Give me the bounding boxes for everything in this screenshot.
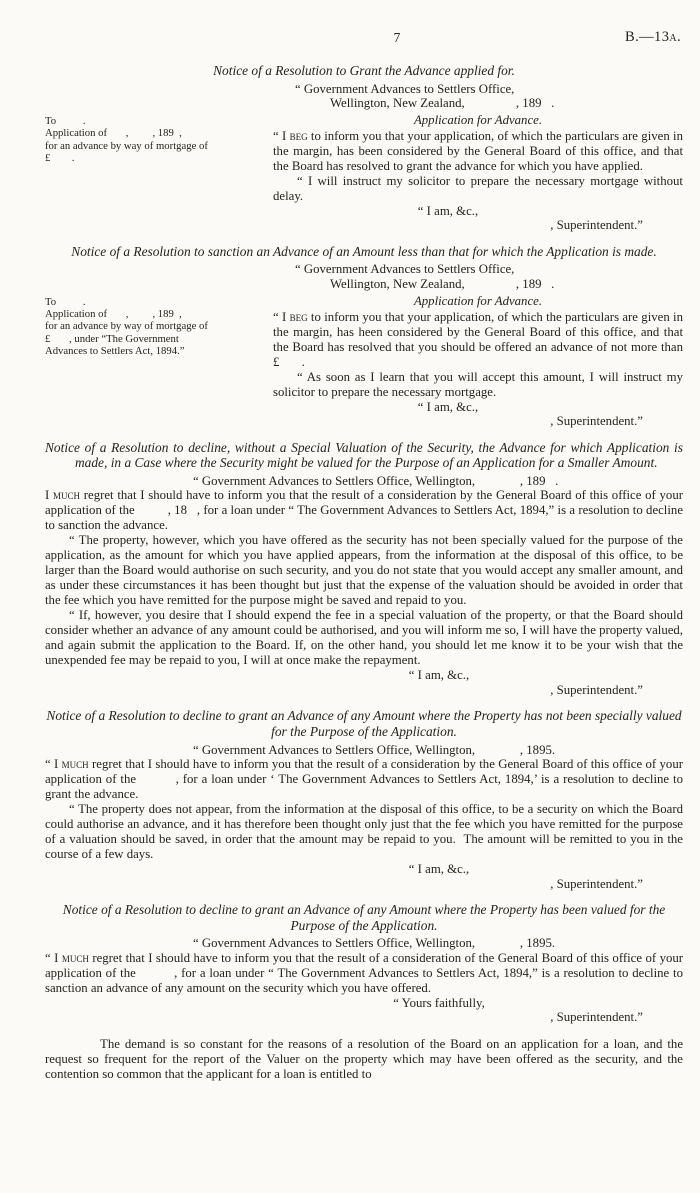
signature-line: , Superintendent.”: [550, 682, 643, 697]
notice-paragraph: [273, 129, 683, 174]
smallcaps-word: much: [53, 488, 81, 503]
paragraph-text: regret that I should have to inform you that the result of a consideration of the General Board of this office of your application of the , for a loan under “ The Government Advances to Settlers Act, 1894,” is a resolution to decline to sanction an advance of any amount on the security which you have offered.: [45, 950, 684, 995]
signoff-line: “ I am, &c.,: [417, 203, 479, 218]
notice-paragraph: [45, 951, 683, 996]
notice-grant-advance: [45, 63, 683, 233]
paragraph-open: I: [45, 488, 50, 503]
doc-ref-dot: .: [676, 29, 681, 45]
notice-paragraph: “ The property, however, which you have offered as the security has not been specially valued for the purpose of the application, as the amount for which you have applied appears, from the information at the disposal of this office, to be larger than the Board would authorise on such security, and you do not state that you would accept any smaller amount, and as under these circumstances it has been thought but just that the expense of the valuation should be avoided in order that the fee which you have remitted for the purpose might be saved and repaid to you.: [45, 533, 683, 608]
margin-line: To .: [45, 295, 86, 308]
notice-heading: Notice of a Resolution to Grant the Advance applied for.: [213, 63, 515, 78]
paragraph-open: “ I: [45, 950, 59, 965]
address-line: “ Government Advances to Settlers Office, Wellington, , 189 .: [193, 473, 559, 488]
doc-ref-small-cap: a: [669, 29, 677, 45]
smallcaps-word: beg: [289, 128, 308, 143]
notice-columns: [45, 294, 683, 429]
notice-decline-property-valued: [45, 902, 683, 1025]
notice-heading: Notice of a Resolution to decline to grant an Advance of any Amount where the Property has been valued for the Purpose of the Application.: [62, 902, 666, 933]
margin-line: Application of , , 189 ,: [45, 307, 182, 320]
notice-heading: Notice of a Resolution to decline to grant an Advance of any Amount where the Property has not been specially valued for the Purpose of the Application.: [46, 708, 682, 739]
address-line: “ Government Advances to Settlers Office,: [295, 262, 515, 277]
notice-body: [273, 294, 683, 429]
address-line: Wellington, New Zealand, , 189 .: [330, 96, 555, 111]
paragraph-open: “ I: [273, 128, 287, 143]
notice-subheading: Application for Advance.: [413, 293, 543, 308]
paragraph-text: to inform you that your application, of which the particulars are given in the margin, has heen considered by the General Board of this office, and that the Board has resolved that you should be offered an advance of not more than £ .: [273, 309, 684, 369]
notice-columns: [45, 113, 683, 233]
address-line: Wellington, New Zealand, , 189 .: [330, 276, 555, 291]
doc-ref-main: B.—13: [625, 29, 670, 45]
smallcaps-word: beg: [289, 309, 308, 324]
margin-line: for an advance by way of mortgage of: [45, 320, 208, 333]
notice-decline-without-valuation: [45, 440, 683, 698]
signature-line: , Superintendent.”: [550, 1010, 643, 1025]
signoff-line: “ I am, &c.,: [408, 668, 470, 683]
margin-line: Application of , , 189 ,: [45, 127, 182, 140]
notice-paragraph: “ The property does not appear, from the information at the disposal of this office, to be a security on which the Board could authorise an advance, and it has therefore been thought only just that the fee which you have remitted for the purpose of a valuation should be saved, in order that the amount may be repaid to you. The amount will be remitted to you in the course of a few days.: [45, 802, 683, 862]
signature-line: , Superintendent.”: [550, 876, 643, 891]
margin-line: Advances to Settlers Act, 1894.”: [45, 345, 185, 358]
notice-paragraph: “ I will instruct my solicitor to prepare the necessary mortgage without delay.: [273, 173, 683, 203]
signature-line: , Superintendent.”: [550, 218, 643, 233]
paragraph-text: regret that I should have to inform you that the result of a consideration by the General Board of this office of your application of the , for a loan under ‘ The Government Advances to Settlers Act, 1894,’ is a resolution to decline to grant the advance.: [45, 757, 683, 802]
doc-ref: [625, 30, 681, 45]
notice-decline-not-specially-valued: [45, 708, 683, 891]
margin-line: To .: [45, 114, 86, 127]
address-line: “ Government Advances to Settlers Office, Wellington, , 1895.: [193, 936, 556, 951]
margin-note: [45, 113, 273, 233]
notice-paragraph: “ If, however, you desire that I should expend the fee in a special valuation of the property, or that the Board should consider whether an advance of any amount could be authorised, and you will inform me so, I will have the property valued, and again submit the application to the Board. If, on the other hand, you should let me know it to be your wish that the unexpended fee may be repaid to you, I will at once make the repayment.: [45, 608, 683, 668]
notice-paragraph: “ As soon as I learn that you will accept this amount, I will instruct my solicitor to prepare the necessary mortgage.: [273, 369, 683, 399]
paragraph-open: “ I: [45, 757, 59, 772]
page-header: [45, 30, 683, 48]
notice-paragraph: [45, 488, 683, 533]
notice-paragraph: [273, 310, 683, 370]
signoff-line: “ I am, &c.,: [408, 862, 470, 877]
closing-paragraph: The demand is so constant for the reasons of a resolution of the Board on an application for a loan, and the request so frequent for the report of the Valuer on the property which may have been offered as the security, and the contention so common that the applicant for a loan is entitled to: [45, 1036, 683, 1081]
notice-subheading: Application for Advance.: [413, 112, 543, 127]
notice-heading: Notice of a Resolution to decline, without a Special Valuation of the Security, the Advance for which Application is made, in a Case where the Security might be valued for the Purpose of an Application for a Smaller Amount.: [45, 439, 683, 471]
margin-note: [45, 294, 273, 429]
signoff-line: “ I am, &c.,: [417, 399, 479, 414]
margin-line: £ , under “The Government: [45, 332, 179, 345]
paragraph-open: “ I: [273, 309, 287, 324]
address-line: “ Government Advances to Settlers Office,: [295, 81, 515, 96]
address-line: “ Government Advances to Settlers Office, Wellington, , 1895.: [193, 742, 556, 757]
smallcaps-word: much: [61, 757, 89, 772]
paragraph-text: regret that I should have to inform you that the result of a consideration by the General Board of this office of your application of the , 18 , for a loan under “ The Government Advances to Settlers Act, 1894,” is a resolution to decline to sanction the advance.: [45, 488, 683, 533]
signature-line: , Superintendent.”: [550, 414, 643, 429]
page-number: 7: [393, 30, 401, 45]
notice-paragraph: [45, 757, 683, 802]
margin-line: £ .: [45, 152, 75, 164]
notice-heading: Notice of a Resolution to sanction an Advance of an Amount less than that for which the Application is made.: [71, 243, 657, 259]
signoff-line: “ Yours faithfully,: [393, 995, 485, 1010]
notice-sanction-lesser-amount: [45, 244, 683, 429]
margin-line: for an advance by way of mortgage of: [45, 139, 208, 152]
smallcaps-word: much: [61, 950, 89, 965]
paragraph-text: to inform you that your application, of which the particulars are given in the margin, has been considered by the General Board of this office, and that the Board has resolved to grant the advance for which you have applied.: [273, 128, 684, 173]
notice-body: [273, 113, 683, 233]
